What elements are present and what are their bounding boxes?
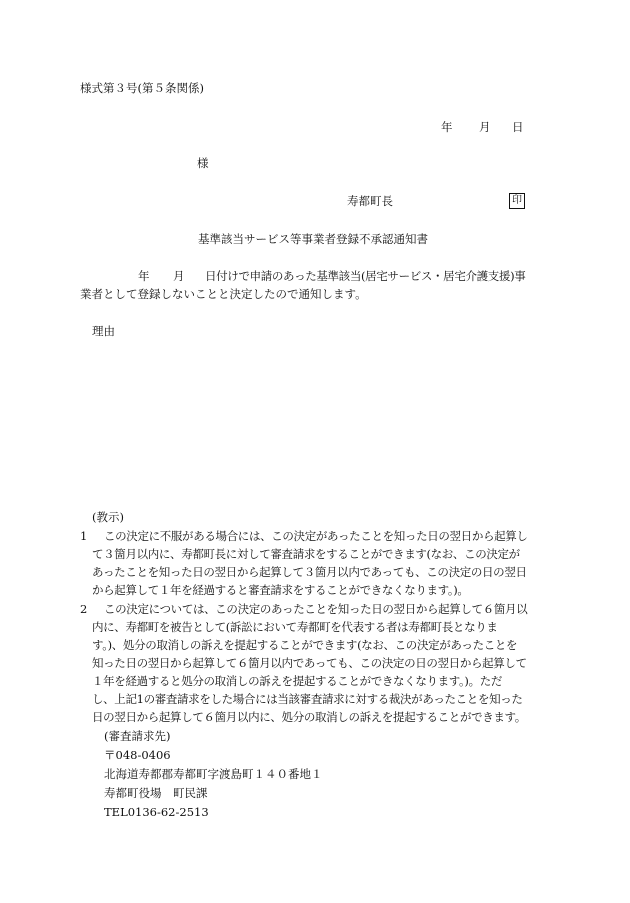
notice-heading: (教示) — [92, 510, 124, 524]
notice-item-2-line: す。)、処分の取消しの訴えを提起することができます(なお、この決定があったことを — [92, 638, 518, 652]
notice-item-1-number: 1 — [80, 529, 88, 543]
contact-office: 寿都町役場 町民課 — [104, 786, 208, 800]
notice-item-2-line: 知った日の翌日から起算して６箇月以内であっても、この決定の日の翌日から起算して — [92, 656, 527, 670]
body-year: 年 — [138, 269, 150, 283]
issuer-name: 寿都町長 — [347, 194, 393, 208]
body-month: 月 — [173, 269, 185, 283]
contact-postal: 〒048-0406 — [104, 748, 171, 762]
document-title: 基準該当サービス等事業者登録不承認通知書 — [198, 232, 428, 246]
date-year: 年 — [441, 120, 453, 134]
notice-item-2-line: この決定については、この決定のあったことを知った日の翌日から起算して６箇月以 — [104, 602, 528, 616]
date-day: 日 — [512, 120, 524, 134]
seal-box: 印 — [509, 193, 525, 209]
reason-label: 理由 — [92, 324, 115, 338]
notice-item-1-line: この決定に不服がある場合には、この決定があったことを知った日の翌日から起算し — [104, 529, 528, 543]
notice-item-2-line: 内に、寿都町を被告として(訴訟において寿都町を代表する者は寿都町長となりま — [92, 620, 498, 634]
notice-item-2-line: 日の翌日から起算して６箇月以内に、処分の取消しの訴えを提起することができます。 — [92, 710, 526, 724]
notice-item-1-line: て３箇月以内に、寿都町長に対して審査請求をすることができます(なお、この決定が — [92, 547, 520, 561]
contact-address: 北海道寿都郡寿都町字渡島町１４０番地１ — [104, 767, 323, 781]
body-line-1: 日付けで申請のあった基準該当(居宅サービス・居宅介護支援)事 — [205, 269, 526, 283]
notice-item-2-number: 2 — [80, 602, 88, 616]
notice-item-1-line: から起算して１年を経過すると審査請求をすることができなくなります。)。 — [92, 583, 469, 597]
date-month: 月 — [479, 120, 491, 134]
contact-label: (審査請求先) — [104, 729, 171, 743]
body-line-2: 業者として登録しないことと決定したので通知します。 — [80, 287, 367, 301]
notice-item-2-line: １年を経過すると処分の取消しの訴えを提起することができなくなります。)。ただ — [92, 674, 503, 688]
seal-mark — [509, 193, 525, 209]
addressee-suffix: 様 — [197, 156, 209, 170]
notice-item-1-line: あったことを知った日の翌日から起算して３箇月以内であっても、この決定の日の翌日 — [92, 565, 527, 579]
form-label: 様式第３号(第５条関係) — [80, 81, 204, 95]
notice-item-2-line: し、上記1の審査請求をした場合には当該審査請求に対する裁決があったことを知った — [92, 692, 523, 706]
contact-tel: TEL0136-62-2513 — [104, 805, 209, 819]
